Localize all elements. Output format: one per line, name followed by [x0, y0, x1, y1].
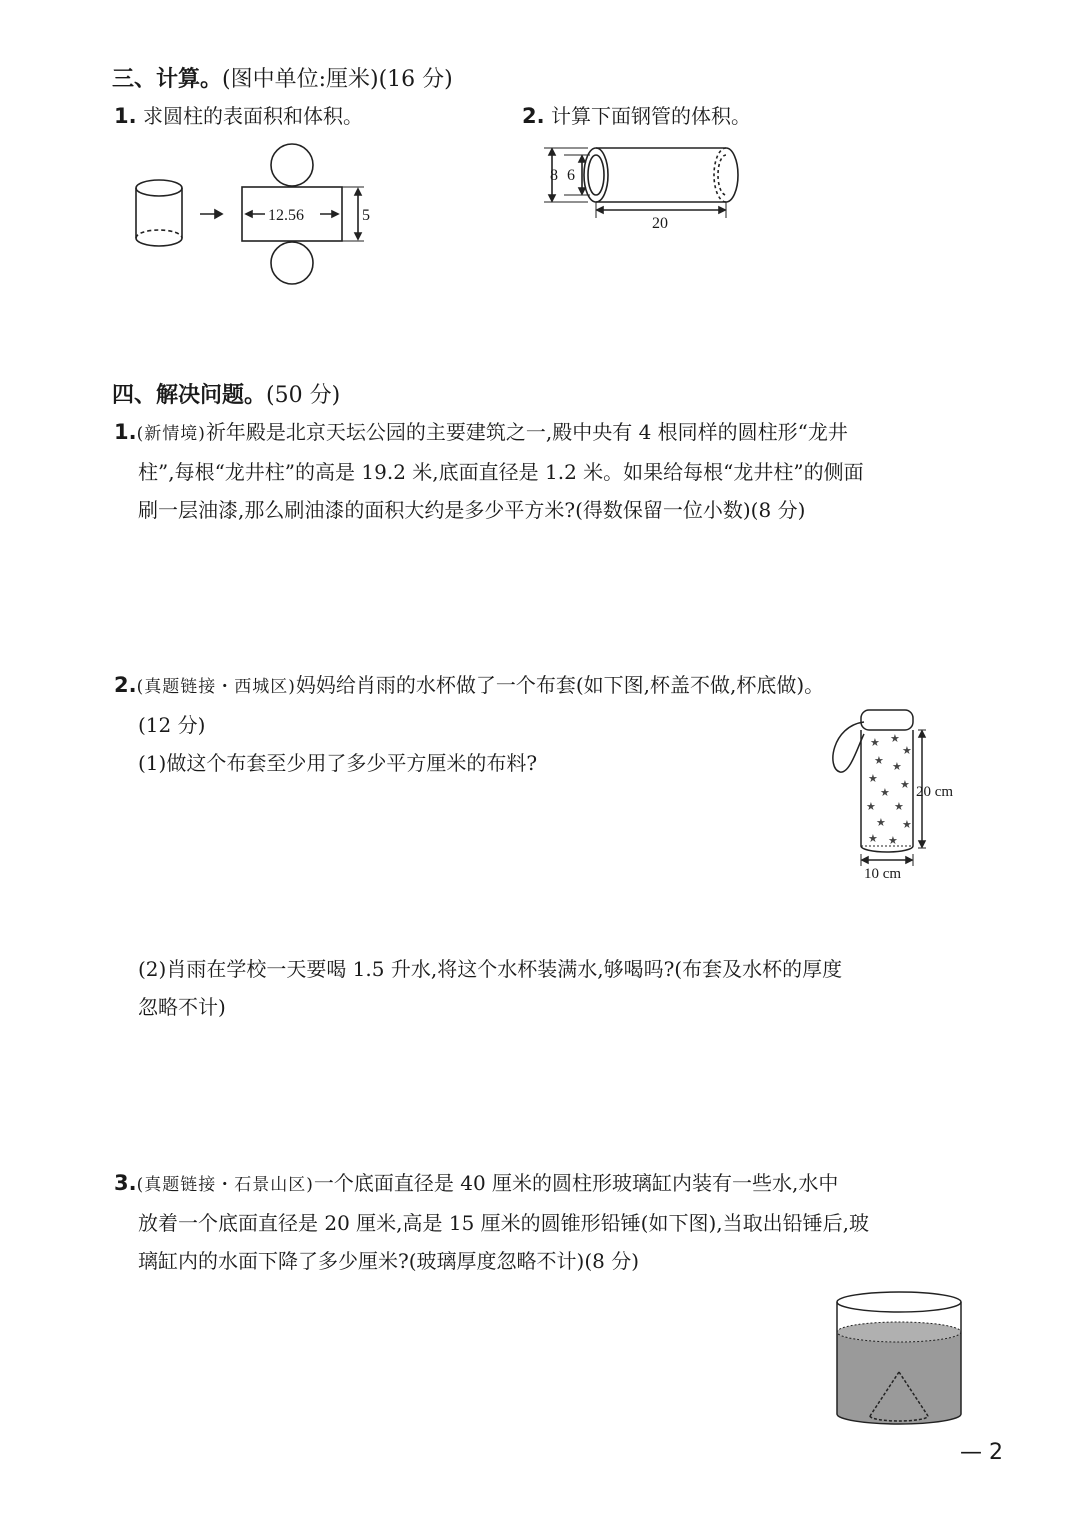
net-top-circle — [271, 144, 313, 186]
cup-width-label: 10 cm — [864, 866, 902, 882]
height-label: 5 — [362, 207, 370, 224]
problem-text-line: (12 分) — [138, 713, 206, 737]
inner-diameter-label: 6 — [567, 167, 575, 184]
svg-text:★: ★ — [892, 760, 902, 773]
problem-text-line: 放着一个底面直径是 20 厘米,高是 15 厘米的圆锥形铅锤(如下图),当取出铅锤后,玻 — [138, 1211, 870, 1235]
svg-text:★: ★ — [902, 818, 912, 831]
problem-text-line: 妈妈给肖雨的水杯做了一个布套(如下图,杯盖不做,杯底做)。 — [295, 673, 825, 697]
question-text: 求圆柱的表面积和体积。 — [142, 104, 363, 128]
section-3-heading: 三、计算。 — [112, 67, 223, 92]
steel-pipe-figure — [540, 140, 760, 240]
svg-text:★: ★ — [902, 744, 912, 757]
cup-strap — [833, 722, 864, 772]
water-cup-figure — [828, 706, 978, 886]
problem-text-line: 柱”,每根“龙井柱”的高是 19.2 米,底面直径是 1.2 米。如果给每根“龙井柱”的侧面 — [138, 460, 864, 484]
length-label: 12.56 — [268, 207, 304, 224]
problem-3 — [114, 1164, 974, 1280]
question-text: 计算下面钢管的体积。 — [550, 104, 751, 128]
problem-number: 2. — [114, 673, 137, 697]
cylinder-net-figure — [120, 140, 420, 300]
pipe-inner-end — [588, 155, 604, 195]
problem-text-line: 璃缸内的水面下降了多少厘米?(玻璃厚度忽略不计)(8 分) — [138, 1249, 640, 1273]
sub-question-1: (1)做这个布套至少用了多少平方厘米的布料? — [138, 751, 538, 775]
outer-diameter-label: 8 — [550, 167, 558, 184]
section-3-note: (图中单位:厘米)(16 分) — [222, 67, 453, 92]
star-pattern — [866, 732, 912, 847]
problem-number: 1. — [114, 420, 137, 444]
problem-text-line: 刷一层油漆,那么刷油漆的面积大约是多少平方米?(得数保留一位小数)(8 分) — [138, 498, 806, 522]
tank-water — [837, 1332, 961, 1424]
svg-text:★: ★ — [894, 800, 904, 813]
svg-text:★: ★ — [868, 832, 878, 845]
problem-1 — [114, 413, 974, 529]
problem-text-line: 祈年殿是北京天坛公园的主要建筑之一,殿中央有 4 根同样的圆柱形“龙井 — [205, 420, 848, 444]
problem-tag: (真题链接・石景山区) — [136, 1175, 314, 1195]
cup-lid — [861, 710, 913, 730]
problem-tag: (真题链接・西城区) — [136, 677, 296, 697]
section-4-note: (50 分) — [266, 383, 341, 408]
cup-height-label: 20 cm — [916, 784, 954, 800]
cylinder-top-ellipse — [136, 180, 182, 196]
section-4-heading: 四、解决问题。 — [112, 383, 267, 408]
svg-text:★: ★ — [890, 732, 900, 745]
net-bottom-circle — [271, 242, 313, 284]
calc-question-1 — [114, 97, 363, 135]
sub-question-text-line: (2)肖雨在学校一天要喝 1.5 升水,将这个水杯装满水,够喝吗?(布套及水杯的厚度 — [138, 957, 843, 981]
svg-text:★: ★ — [876, 816, 886, 829]
water-surface — [837, 1322, 961, 1342]
page-number: — 2 — [960, 1440, 1003, 1465]
question-number: 1. — [114, 104, 137, 128]
section-4-title — [112, 378, 340, 409]
glass-tank-figure — [832, 1286, 966, 1436]
problem-text-line: 一个底面直径是 40 厘米的圆柱形玻璃缸内装有一些水,水中 — [313, 1171, 839, 1195]
calc-question-2 — [522, 97, 751, 135]
svg-text:★: ★ — [870, 736, 880, 749]
problem-number: 3. — [114, 1171, 137, 1195]
svg-text:★: ★ — [866, 800, 876, 813]
tank-rim — [837, 1292, 961, 1312]
question-number: 2. — [522, 104, 545, 128]
section-3-title — [112, 62, 453, 93]
svg-text:★: ★ — [874, 754, 884, 767]
svg-text:★: ★ — [868, 772, 878, 785]
svg-text:★: ★ — [900, 778, 910, 791]
svg-text:★: ★ — [880, 786, 890, 799]
sub-question-2 — [138, 950, 978, 1026]
svg-text:★: ★ — [888, 834, 898, 847]
problem-tag: (新情境) — [136, 424, 206, 444]
pipe-length-label: 20 — [652, 215, 668, 232]
sub-question-text-line: 忽略不计) — [138, 995, 226, 1019]
